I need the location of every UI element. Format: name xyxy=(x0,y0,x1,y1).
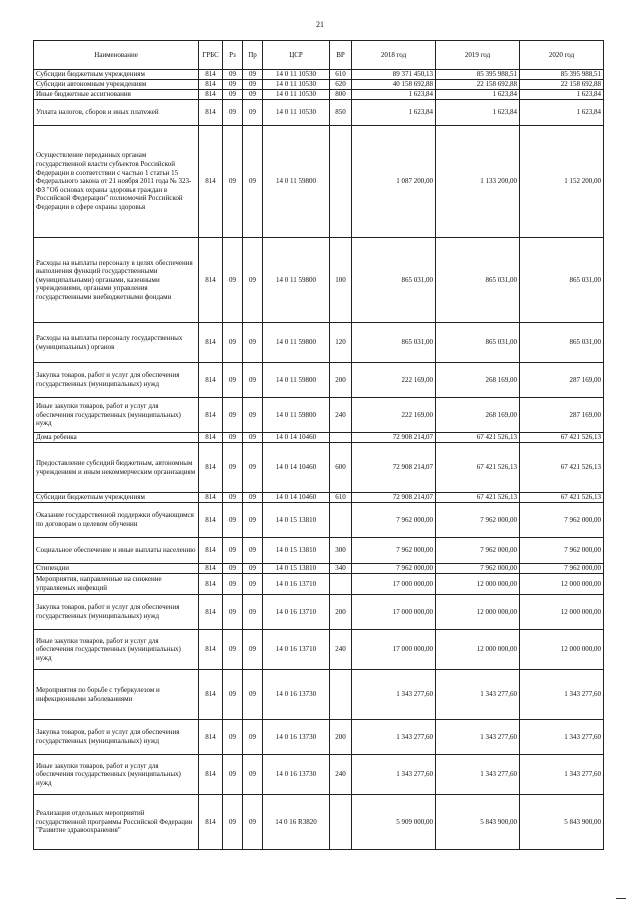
row-pr-cell: 09 xyxy=(243,100,263,126)
table-row xyxy=(34,630,604,670)
row-grbs-cell: 814 xyxy=(199,70,223,80)
row-grbs-cell: 814 xyxy=(199,574,223,595)
row-name-cell: Закупка товаров, работ и услуг для обеспечения государственных (муниципальных) нужд xyxy=(34,363,199,398)
row-2020-cell: 1 623,84 xyxy=(520,90,604,100)
row-2020-cell: 85 395 988,51 xyxy=(520,70,604,80)
row-pr-cell: 09 xyxy=(243,90,263,100)
row-rz-cell: 09 xyxy=(223,90,243,100)
row-vr-cell: 600 xyxy=(330,443,352,493)
row-2020-cell: 7 962 000,00 xyxy=(520,564,604,574)
row-2019-cell: 67 421 526,13 xyxy=(436,493,520,503)
row-csr-cell: 14 0 15 13810 xyxy=(263,564,330,574)
row-2020-cell: 67 421 526,13 xyxy=(520,443,604,493)
row-pr-cell: 09 xyxy=(243,323,263,363)
row-csr-cell: 14 0 16 R3820 xyxy=(263,795,330,850)
row-pr-cell: 09 xyxy=(243,503,263,538)
row-name-cell: Субсидии бюджетным учреждениям xyxy=(34,493,199,503)
row-2019-cell: 67 421 526,13 xyxy=(436,433,520,443)
row-pr-cell: 09 xyxy=(243,720,263,755)
row-rz-cell: 09 xyxy=(223,100,243,126)
row-pr-cell: 09 xyxy=(243,595,263,630)
table-row xyxy=(34,795,604,850)
row-2018-cell: 1 623,84 xyxy=(352,90,436,100)
row-rz-cell: 09 xyxy=(223,238,243,323)
row-2018-cell: 72 908 214,07 xyxy=(352,493,436,503)
row-2018-cell: 40 158 692,88 xyxy=(352,80,436,90)
row-rz-cell: 09 xyxy=(223,755,243,795)
row-vr-cell: 610 xyxy=(330,70,352,80)
row-2018-cell: 5 909 000,00 xyxy=(352,795,436,850)
header-name: Наименование xyxy=(34,41,199,70)
row-2020-cell: 7 962 000,00 xyxy=(520,503,604,538)
row-vr-cell: 200 xyxy=(330,363,352,398)
row-vr-cell: 200 xyxy=(330,720,352,755)
row-pr-cell: 09 xyxy=(243,564,263,574)
row-rz-cell: 09 xyxy=(223,564,243,574)
row-name-cell: Стипендии xyxy=(34,564,199,574)
row-2018-cell: 222 169,00 xyxy=(352,398,436,433)
row-grbs-cell: 814 xyxy=(199,493,223,503)
row-2019-cell: 268 169,00 xyxy=(436,363,520,398)
row-pr-cell: 09 xyxy=(243,126,263,238)
row-rz-cell: 09 xyxy=(223,80,243,90)
row-2019-cell: 1 343 277,60 xyxy=(436,720,520,755)
row-2019-cell: 865 031,00 xyxy=(436,238,520,323)
row-2020-cell: 67 421 526,13 xyxy=(520,493,604,503)
row-vr-cell xyxy=(330,574,352,595)
row-pr-cell: 09 xyxy=(243,433,263,443)
row-csr-cell: 14 0 11 59800 xyxy=(263,238,330,323)
row-rz-cell: 09 xyxy=(223,574,243,595)
row-rz-cell: 09 xyxy=(223,538,243,564)
row-grbs-cell: 814 xyxy=(199,720,223,755)
table-body xyxy=(34,70,604,850)
row-pr-cell: 09 xyxy=(243,80,263,90)
row-2018-cell: 222 169,00 xyxy=(352,363,436,398)
row-2020-cell: 287 169,00 xyxy=(520,363,604,398)
row-2019-cell: 22 158 692,88 xyxy=(436,80,520,90)
table-row xyxy=(34,503,604,538)
row-2020-cell: 865 031,00 xyxy=(520,323,604,363)
row-name-cell: Уплата налогов, сборов и иных платежей xyxy=(34,100,199,126)
row-name-cell: Расходы на выплаты персоналу государственных (муниципальных) органов xyxy=(34,323,199,363)
header-pr: Пр xyxy=(243,41,263,70)
table-row xyxy=(34,100,604,126)
row-2018-cell: 72 908 214,07 xyxy=(352,433,436,443)
row-pr-cell: 09 xyxy=(243,238,263,323)
row-csr-cell: 14 0 11 59800 xyxy=(263,363,330,398)
header-2019: 2019 год xyxy=(436,41,520,70)
row-2020-cell: 287 169,00 xyxy=(520,398,604,433)
row-2018-cell: 89 371 450,13 xyxy=(352,70,436,80)
row-grbs-cell: 814 xyxy=(199,538,223,564)
row-pr-cell: 09 xyxy=(243,755,263,795)
row-2019-cell: 268 169,00 xyxy=(436,398,520,433)
row-2019-cell: 1 133 200,00 xyxy=(436,126,520,238)
row-name-cell: Осуществление переданных органам государственной власти субъектов Российской Федерации в соответствии с частью 1 статьи 15 Федерального закона от 21 ноября 2011 года № 323-ФЗ "Об основах охраны здоровья граждан в Российской Федерации" полномочий Российской Федерации в сфере охраны здоровья xyxy=(34,126,199,238)
row-csr-cell: 14 0 11 10530 xyxy=(263,70,330,80)
page-number: 21 xyxy=(316,20,324,29)
row-grbs-cell: 814 xyxy=(199,595,223,630)
row-name-cell: Субсидии автономным учреждениям xyxy=(34,80,199,90)
row-2019-cell: 1 623,84 xyxy=(436,90,520,100)
row-2018-cell: 865 031,00 xyxy=(352,238,436,323)
table-row xyxy=(34,443,604,493)
row-csr-cell: 14 0 11 10530 xyxy=(263,80,330,90)
row-2019-cell: 5 843 900,00 xyxy=(436,795,520,850)
row-name-cell: Закупка товаров, работ и услуг для обеспечения государственных (муниципальных) нужд xyxy=(34,720,199,755)
row-csr-cell: 14 0 15 13810 xyxy=(263,538,330,564)
row-name-cell: Закупка товаров, работ и услуг для обеспечения государственных (муниципальных) нужд xyxy=(34,595,199,630)
row-rz-cell: 09 xyxy=(223,398,243,433)
row-2018-cell: 7 962 000,00 xyxy=(352,538,436,564)
row-rz-cell: 09 xyxy=(223,126,243,238)
table-row xyxy=(34,80,604,90)
row-rz-cell: 09 xyxy=(223,363,243,398)
table-row xyxy=(34,238,604,323)
row-2018-cell: 865 031,00 xyxy=(352,323,436,363)
row-2019-cell: 85 395 988,51 xyxy=(436,70,520,80)
row-2019-cell: 12 000 000,00 xyxy=(436,630,520,670)
row-name-cell: Социальное обеспечение и иные выплаты населению xyxy=(34,538,199,564)
table-row xyxy=(34,70,604,80)
row-name-cell: Мероприятия по борьбе с туберкулезом и инфекционными заболеваниями xyxy=(34,670,199,720)
row-grbs-cell: 814 xyxy=(199,670,223,720)
row-2019-cell: 1 343 277,60 xyxy=(436,755,520,795)
table-row xyxy=(34,323,604,363)
row-pr-cell: 09 xyxy=(243,70,263,80)
row-csr-cell: 14 0 14 10460 xyxy=(263,433,330,443)
row-vr-cell: 850 xyxy=(330,100,352,126)
header-2020: 2020 год xyxy=(520,41,604,70)
row-2019-cell: 1 623,84 xyxy=(436,100,520,126)
row-2019-cell: 67 421 526,13 xyxy=(436,443,520,493)
row-name-cell: Субсидии бюджетным учреждениям xyxy=(34,70,199,80)
row-rz-cell: 09 xyxy=(223,795,243,850)
row-2018-cell: 1 343 277,60 xyxy=(352,670,436,720)
row-2020-cell: 67 421 526,13 xyxy=(520,433,604,443)
row-vr-cell xyxy=(330,670,352,720)
row-grbs-cell: 814 xyxy=(199,90,223,100)
row-grbs-cell: 814 xyxy=(199,363,223,398)
header-2018: 2018 год xyxy=(352,41,436,70)
row-vr-cell: 620 xyxy=(330,80,352,90)
row-vr-cell xyxy=(330,433,352,443)
row-2019-cell: 12 000 000,00 xyxy=(436,574,520,595)
row-2018-cell: 17 000 000,00 xyxy=(352,574,436,595)
row-grbs-cell: 814 xyxy=(199,398,223,433)
row-2020-cell: 12 000 000,00 xyxy=(520,595,604,630)
row-grbs-cell: 814 xyxy=(199,755,223,795)
table-row xyxy=(34,755,604,795)
row-grbs-cell: 814 xyxy=(199,238,223,323)
row-vr-cell xyxy=(330,503,352,538)
row-2020-cell: 5 843 900,00 xyxy=(520,795,604,850)
row-rz-cell: 09 xyxy=(223,323,243,363)
row-2019-cell: 7 962 000,00 xyxy=(436,538,520,564)
row-name-cell: Иные закупки товаров, работ и услуг для обеспечения государственных (муниципальных) нужд xyxy=(34,398,199,433)
row-vr-cell: 100 xyxy=(330,238,352,323)
row-2020-cell: 865 031,00 xyxy=(520,238,604,323)
header-rz: Рз xyxy=(223,41,243,70)
row-csr-cell: 14 0 16 13730 xyxy=(263,720,330,755)
row-2020-cell: 1 343 277,60 xyxy=(520,670,604,720)
row-vr-cell: 800 xyxy=(330,90,352,100)
row-vr-cell xyxy=(330,126,352,238)
table-row xyxy=(34,564,604,574)
row-2020-cell: 1 623,84 xyxy=(520,100,604,126)
header-grbs: ГРБС xyxy=(199,41,223,70)
row-name-cell: Предоставление субсидий бюджетным, автономным учреждениям и иным некоммерческим организациям xyxy=(34,443,199,493)
row-csr-cell: 14 0 14 10460 xyxy=(263,443,330,493)
table-row xyxy=(34,126,604,238)
row-grbs-cell: 814 xyxy=(199,100,223,126)
row-name-cell: Дома ребенка xyxy=(34,433,199,443)
row-rz-cell: 09 xyxy=(223,630,243,670)
row-2018-cell: 1 623,84 xyxy=(352,100,436,126)
row-csr-cell: 14 0 16 13710 xyxy=(263,595,330,630)
row-rz-cell: 09 xyxy=(223,503,243,538)
row-csr-cell: 14 0 11 10530 xyxy=(263,100,330,126)
row-grbs-cell: 814 xyxy=(199,433,223,443)
row-pr-cell: 09 xyxy=(243,363,263,398)
row-grbs-cell: 814 xyxy=(199,503,223,538)
row-2020-cell: 1 343 277,60 xyxy=(520,720,604,755)
row-2020-cell: 12 000 000,00 xyxy=(520,574,604,595)
row-csr-cell: 14 0 11 59800 xyxy=(263,126,330,238)
row-2019-cell: 865 031,00 xyxy=(436,323,520,363)
row-name-cell: Расходы на выплаты персоналу в целях обеспечения выполнения функций государственными (муниципальными) органами, казенными учреждениями, органами управления государственными внебюджетными фондами xyxy=(34,238,199,323)
row-vr-cell: 240 xyxy=(330,398,352,433)
row-pr-cell: 09 xyxy=(243,493,263,503)
row-name-cell: Иные закупки товаров, работ и услуг для обеспечения государственных (муниципальных) нужд xyxy=(34,755,199,795)
row-csr-cell: 14 0 14 10460 xyxy=(263,493,330,503)
row-pr-cell: 09 xyxy=(243,398,263,433)
row-pr-cell: 09 xyxy=(243,443,263,493)
row-csr-cell: 14 0 16 13730 xyxy=(263,670,330,720)
row-rz-cell: 09 xyxy=(223,595,243,630)
row-2020-cell: 1 343 277,60 xyxy=(520,755,604,795)
row-csr-cell: 14 0 16 13710 xyxy=(263,574,330,595)
row-rz-cell: 09 xyxy=(223,670,243,720)
row-rz-cell: 09 xyxy=(223,720,243,755)
row-csr-cell: 14 0 11 59800 xyxy=(263,323,330,363)
budget-table xyxy=(33,40,604,850)
header-csr: ЦСР xyxy=(263,41,330,70)
row-2018-cell: 17 000 000,00 xyxy=(352,630,436,670)
row-vr-cell: 300 xyxy=(330,538,352,564)
row-rz-cell: 09 xyxy=(223,70,243,80)
row-2018-cell: 72 908 214,07 xyxy=(352,443,436,493)
table-row xyxy=(34,595,604,630)
row-vr-cell xyxy=(330,795,352,850)
row-vr-cell: 240 xyxy=(330,630,352,670)
row-name-cell: Реализация отдельных мероприятий государственной программы Российской Федерации "Развитие здравоохранения" xyxy=(34,795,199,850)
table-row xyxy=(34,363,604,398)
row-rz-cell: 09 xyxy=(223,443,243,493)
row-2020-cell: 7 962 000,00 xyxy=(520,538,604,564)
row-vr-cell: 610 xyxy=(330,493,352,503)
row-vr-cell: 340 xyxy=(330,564,352,574)
table-row xyxy=(34,398,604,433)
row-csr-cell: 14 0 15 13810 xyxy=(263,503,330,538)
row-2020-cell: 22 158 692,88 xyxy=(520,80,604,90)
row-vr-cell: 240 xyxy=(330,755,352,795)
row-2019-cell: 1 343 277,60 xyxy=(436,670,520,720)
table-row xyxy=(34,433,604,443)
row-csr-cell: 14 0 11 10530 xyxy=(263,90,330,100)
row-csr-cell: 14 0 11 59800 xyxy=(263,398,330,433)
row-2019-cell: 12 000 000,00 xyxy=(436,595,520,630)
row-2018-cell: 1 087 200,00 xyxy=(352,126,436,238)
row-grbs-cell: 814 xyxy=(199,126,223,238)
table-row xyxy=(34,670,604,720)
row-pr-cell: 09 xyxy=(243,538,263,564)
row-grbs-cell: 814 xyxy=(199,443,223,493)
row-grbs-cell: 814 xyxy=(199,564,223,574)
table-row xyxy=(34,574,604,595)
row-pr-cell: 09 xyxy=(243,574,263,595)
row-2018-cell: 1 343 277,60 xyxy=(352,720,436,755)
row-2018-cell: 17 000 000,00 xyxy=(352,595,436,630)
row-2018-cell: 7 962 000,00 xyxy=(352,503,436,538)
row-rz-cell: 09 xyxy=(223,433,243,443)
row-pr-cell: 09 xyxy=(243,630,263,670)
row-name-cell: Иные бюджетные ассигнования xyxy=(34,90,199,100)
row-vr-cell: 120 xyxy=(330,323,352,363)
row-vr-cell: 200 xyxy=(330,595,352,630)
row-2020-cell: 12 000 000,00 xyxy=(520,630,604,670)
table-row xyxy=(34,720,604,755)
row-pr-cell: 09 xyxy=(243,670,263,720)
header-vr: ВР xyxy=(330,41,352,70)
row-pr-cell: 09 xyxy=(243,795,263,850)
header-row xyxy=(34,41,604,70)
row-2019-cell: 7 962 000,00 xyxy=(436,564,520,574)
table-row xyxy=(34,493,604,503)
row-grbs-cell: 814 xyxy=(199,795,223,850)
row-rz-cell: 09 xyxy=(223,493,243,503)
row-2018-cell: 1 343 277,60 xyxy=(352,755,436,795)
row-grbs-cell: 814 xyxy=(199,323,223,363)
row-csr-cell: 14 0 16 13730 xyxy=(263,755,330,795)
row-2018-cell: 7 962 000,00 xyxy=(352,564,436,574)
row-csr-cell: 14 0 16 13710 xyxy=(263,630,330,670)
row-2019-cell: 7 962 000,00 xyxy=(436,503,520,538)
page-edge-mark xyxy=(616,898,626,899)
row-grbs-cell: 814 xyxy=(199,80,223,90)
row-name-cell: Иные закупки товаров, работ и услуг для обеспечения государственных (муниципальных) нужд xyxy=(34,630,199,670)
table-row xyxy=(34,538,604,564)
row-name-cell: Мероприятия, направленные на снижение управляемых инфекций xyxy=(34,574,199,595)
row-2020-cell: 1 152 200,00 xyxy=(520,126,604,238)
table-row xyxy=(34,90,604,100)
row-name-cell: Оказание государственной поддержки обучающимся по договорам о целевом обучении xyxy=(34,503,199,538)
row-grbs-cell: 814 xyxy=(199,630,223,670)
